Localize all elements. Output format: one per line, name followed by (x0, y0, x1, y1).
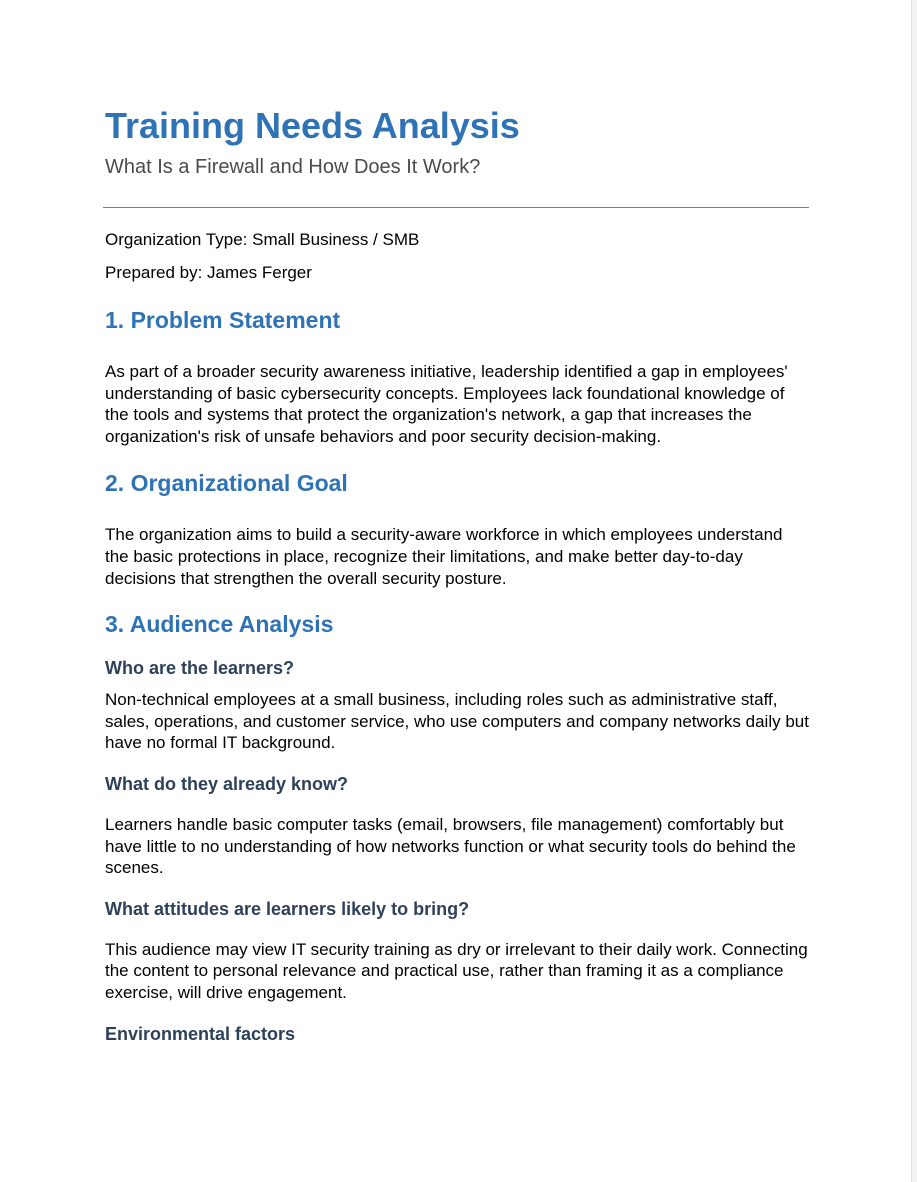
title-divider (103, 207, 809, 208)
learners-heading: Who are the learners? (105, 658, 295, 679)
document-title: Training Needs Analysis (105, 105, 520, 146)
document-content (105, 104, 809, 1046)
organization-type: Organization Type: Small Business / SMB (105, 230, 420, 249)
problem-statement-text: As part of a broader security awareness initiative, leadership identified a gap in employees' understanding of basic cybersecurity concepts. Employees lack foundational knowledge of the tools and systems that protect the organization's network, a gap that increases the organization's risk of unsafe behaviors and poor security decision-making. (105, 362, 788, 446)
prior-knowledge-heading: What do they already know? (105, 773, 349, 794)
audience-analysis-heading: 3. Audience Analysis (105, 611, 334, 638)
problem-statement-heading: 1. Problem Statement (105, 307, 341, 333)
attitudes-heading: What attitudes are learners likely to bring? (105, 898, 470, 919)
prepared-by: Prepared by: James Ferger (105, 263, 312, 282)
organizational-goal-text: The organization aims to build a security-aware workforce in which employees understand the basic protections in place, recognize their limitations, and make better day-to-day decisions that strengthen the overall security posture. (105, 525, 783, 588)
document-subtitle: What Is a Firewall and How Does It Work? (105, 156, 481, 178)
viewer-edge (911, 0, 917, 1182)
attitudes-text: This audience may view IT security training as dry or irrelevant to their daily work. Connecting the content to personal relevance and practical use, rather than framing it as a compliance exercise, will drive engagement. (105, 939, 808, 1002)
learners-text: Non-technical employees at a small business, including roles such as administrative staff, sales, operations, and customer service, who use computers and company networks daily but have no formal IT background. (105, 690, 809, 753)
environmental-factors-heading: Environmental factors (105, 1023, 296, 1044)
prior-knowledge-text: Learners handle basic computer tasks (email, browsers, file management) comfortably but have little to no understanding of how networks function or what security tools do behind the scenes. (105, 814, 796, 878)
organizational-goal-heading: 2. Organizational Goal (105, 470, 348, 497)
